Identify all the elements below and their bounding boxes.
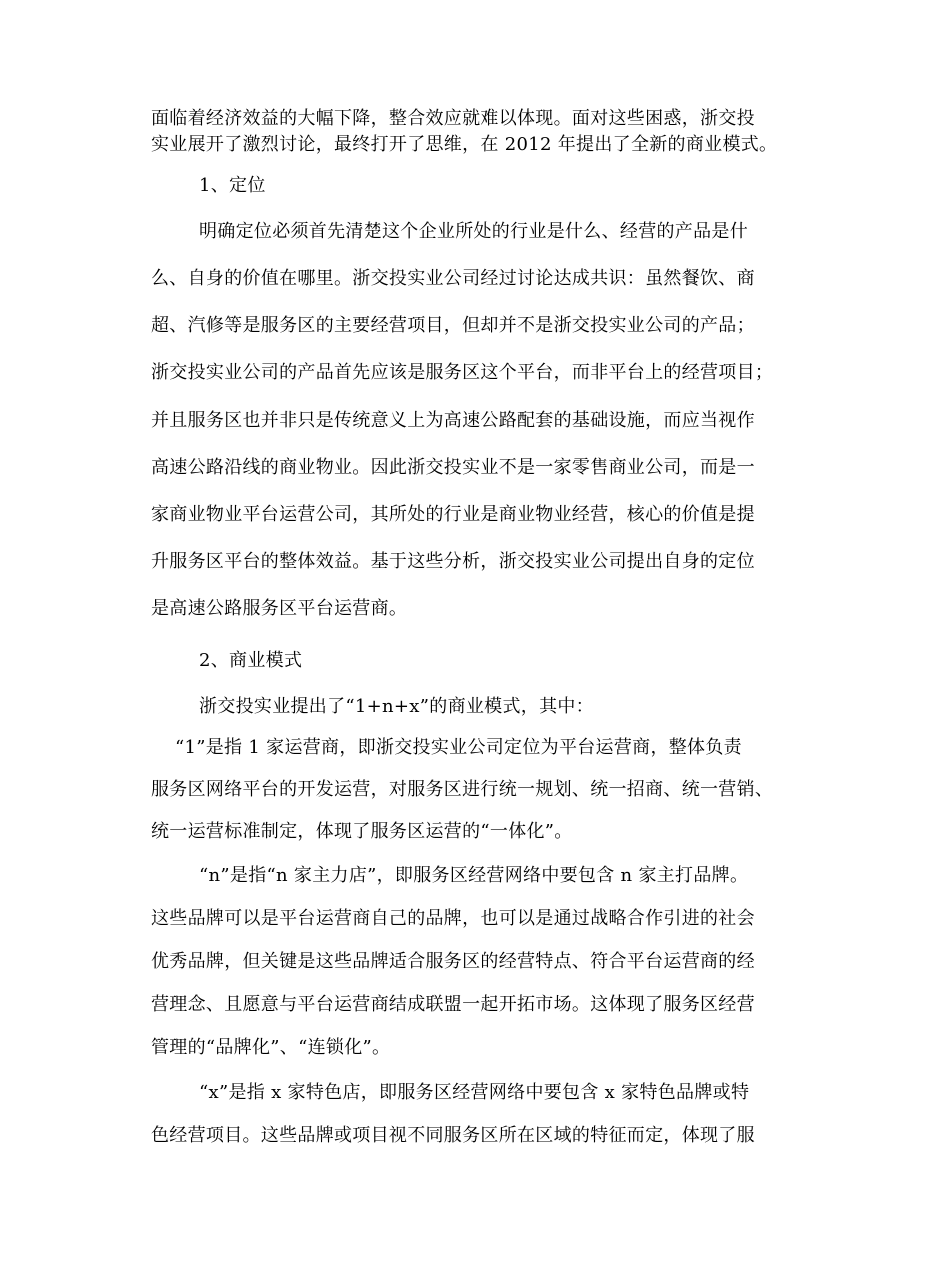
text-line: 升服务区平台的整体效益。基于这些分析，浙交投实业公司提出自身的定位: [151, 551, 755, 572]
text-line: 么、自身的价值在哪里。浙交投实业公司经过讨论达成共识：虽然餐饮、商: [151, 268, 755, 289]
text-line: 优秀品牌，但关键是这些品牌适合服务区的经营特点、符合平台运营商的经: [151, 951, 755, 972]
text-line: 是高速公路服务区平台运营商。: [151, 598, 408, 619]
text-line: 家商业物业平台运营公司，其所处的行业是商业物业经营，核心的价值是提: [151, 504, 755, 525]
text-line: 并且服务区也并非只是传统意义上为高速公路配套的基础设施，而应当视作: [151, 410, 755, 431]
text-line: 营理念、且愿意与平台运营商结成联盟一起开拓市场。这体现了服务区经营: [151, 994, 755, 1015]
text-line: 服务区网络平台的开发运营，对服务区进行统一规划、统一招商、统一营销、: [151, 779, 774, 800]
text-line: 实业展开了激烈讨论，最终打开了思维，在 2012 年提出了全新的商业模式。: [151, 134, 778, 155]
text-line: 高速公路沿线的商业物业。因此浙交投实业不是一家零售商业公司，而是一: [151, 457, 755, 478]
text-line: 色经营项目。这些品牌或项目视不同服务区所在区域的特征而定，体现了服: [151, 1125, 755, 1146]
text-line: 超、汽修等是服务区的主要经营项目，但却并不是浙交投实业公司的产品；: [151, 315, 755, 336]
text-line: 明确定位必须首先清楚这个企业所处的行业是什么、经营的产品是什: [199, 221, 748, 242]
text-line: “1”是指 1 家运营商，即浙交投实业公司定位为平台运营商，整体负责: [175, 737, 742, 758]
section-heading-business-model: 2、商业模式: [199, 650, 303, 671]
text-line: 管理的“品牌化”、“连锁化”。: [151, 1037, 391, 1058]
text-line: 面临着经济效益的大幅下降，整合效应就难以体现。面对这些困惑，浙交投: [151, 108, 755, 129]
section-heading-positioning: 1、定位: [199, 175, 266, 196]
text-line: 统一运营标准制定，体现了服务区运营的“一体化”。: [151, 821, 573, 842]
text-line: 浙交投实业公司的产品首先应该是服务区这个平台，而非平台上的经营项目；: [151, 362, 774, 383]
text-line: 这些品牌可以是平台运营商自己的品牌，也可以是通过战略合作引进的社会: [151, 908, 755, 929]
text-line: 浙交投实业提出了“1+n+x”的商业模式，其中：: [199, 696, 594, 717]
text-line: “x”是指 x 家特色店，即服务区经营网络中要包含 x 家特色品牌或特: [199, 1082, 750, 1103]
text-line: “n”是指“n 家主力店”，即服务区经营网络中要包含 n 家主打品牌。: [199, 865, 749, 886]
